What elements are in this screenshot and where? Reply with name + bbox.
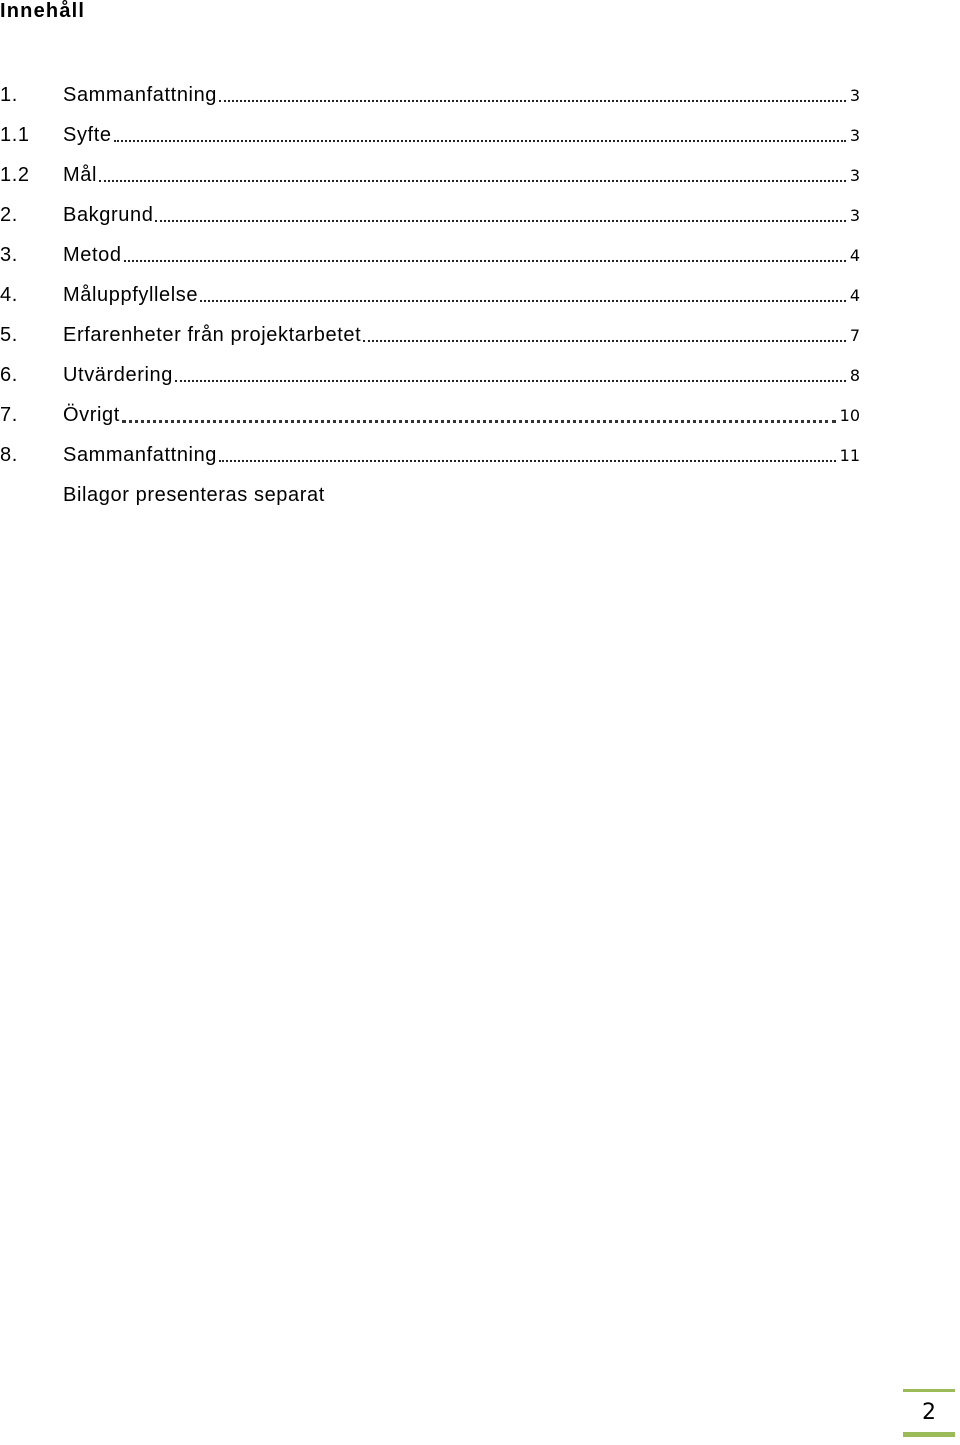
- toc-entry-number: 2.: [0, 203, 18, 226]
- toc-entry-number: 4.: [0, 283, 18, 306]
- toc-entry-number: 6.: [0, 363, 18, 386]
- toc-leader-dots: [219, 80, 846, 102]
- toc-entry-number: 8.: [0, 443, 18, 466]
- toc-entry-page: 3: [849, 125, 860, 145]
- toc-entry-title: Erfarenheter från projektarbetet: [63, 323, 362, 346]
- toc-entry-title: Mål: [63, 163, 98, 186]
- toc-entry[interactable]: [0, 75, 860, 115]
- toc-entry-page: 4: [849, 245, 860, 265]
- toc-entry[interactable]: [0, 115, 860, 155]
- toc-entry-number: 5.: [0, 323, 18, 346]
- toc-entry-page: 3: [849, 165, 860, 185]
- toc-entry-page: 11: [839, 445, 860, 465]
- attachments-note: Bilagor presenteras separat: [63, 483, 325, 506]
- toc-entry-title: Måluppfyllelse: [63, 283, 199, 306]
- toc-entry-title: Bakgrund: [63, 203, 154, 226]
- toc-leader-dots: [200, 280, 846, 302]
- toc-entry[interactable]: [0, 315, 860, 355]
- toc-entry[interactable]: [0, 275, 860, 315]
- toc-leader-dots: [122, 400, 836, 423]
- toc-entry-title: Övrigt: [63, 403, 120, 426]
- toc-entry-number: 3.: [0, 243, 18, 266]
- toc-entry-page: 10: [839, 405, 860, 425]
- toc-leader-dots: [124, 240, 846, 262]
- toc-entry-page: 8: [849, 365, 860, 385]
- toc-entry[interactable]: [0, 395, 860, 435]
- toc-entry-title: Sammanfattning: [63, 443, 218, 466]
- toc-entry-number: 1.2: [0, 163, 30, 186]
- toc-entry-title: Sammanfattning: [63, 83, 218, 106]
- toc-entry-page: 3: [849, 85, 860, 105]
- toc-leader-dots: [114, 120, 846, 142]
- toc-leader-dots: [175, 360, 846, 382]
- toc-entry-number: 1.: [0, 83, 18, 106]
- toc-entry-number: 7.: [0, 403, 18, 426]
- page-number: 2: [922, 1399, 936, 1425]
- toc-entry-number: 1.1: [0, 123, 30, 146]
- toc-entry[interactable]: [0, 155, 860, 195]
- toc-leader-dots: [155, 200, 845, 222]
- toc-entry[interactable]: [0, 355, 860, 395]
- page-number-box: [903, 1389, 955, 1437]
- toc-leader-dots: [99, 160, 846, 182]
- table-of-contents: [0, 75, 860, 515]
- toc-entry-page: 7: [849, 325, 860, 345]
- toc-entry-page: 3: [849, 205, 860, 225]
- toc-entry-title: Metod: [63, 243, 122, 266]
- toc-entry-title: Syfte: [63, 123, 112, 146]
- toc-entry-page: 4: [849, 285, 860, 305]
- toc-heading: Innehåll: [0, 0, 86, 22]
- toc-entry[interactable]: [0, 435, 860, 475]
- toc-entry[interactable]: [0, 195, 860, 235]
- toc-leader-dots: [219, 440, 836, 462]
- toc-entry-title: Utvärdering: [63, 363, 173, 386]
- toc-entry[interactable]: [0, 235, 860, 275]
- toc-leader-dots: [363, 320, 846, 342]
